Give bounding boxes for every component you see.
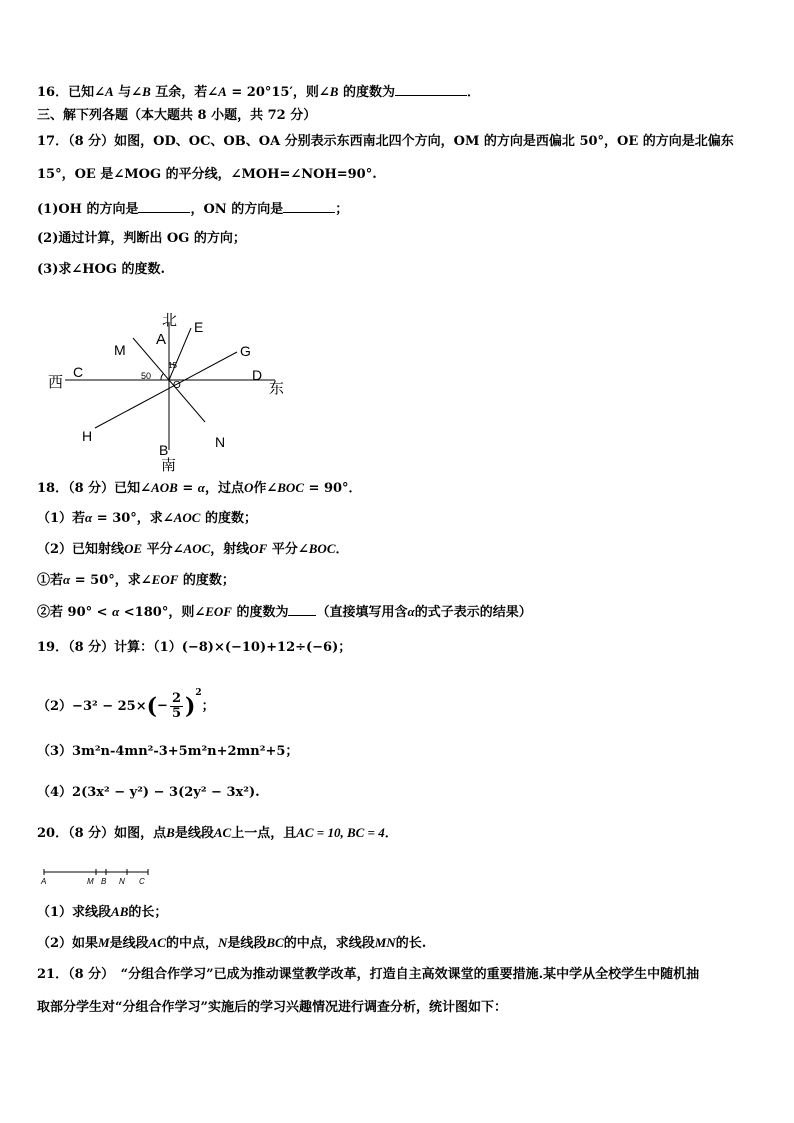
label-H: H — [82, 428, 93, 444]
answer-blank[interactable] — [138, 200, 190, 213]
angle-50-arc — [161, 374, 163, 380]
answer-blank[interactable] — [395, 83, 467, 96]
label-E: E — [194, 319, 204, 335]
q18-case1: ①若α = 50°，求∠EOF 的度数； — [37, 572, 235, 588]
ray-OE — [169, 328, 191, 380]
q17-part2: (2)通过计算，判断出 OG 的方向； — [37, 231, 246, 246]
label-O: O — [173, 380, 181, 391]
compass-diagram — [40, 300, 300, 475]
section-heading: 三、解下列各题（本大题共 8 小题，共 72 分） — [37, 108, 317, 123]
label-A: A — [156, 331, 167, 348]
label-C: C — [73, 364, 84, 380]
q19-part3: （3）3m²n-4mn²-3+5m²n+2mn²+5； — [37, 744, 299, 759]
q19-part2: （2）−3² − 25×(− $\frac{2}{5}$ )$^2$； — [37, 687, 215, 721]
minus-sign: − — [157, 698, 168, 714]
ray-OH-OG — [95, 352, 237, 428]
q18-part2: （2）已知射线OE 平分∠AOC，射线OF 平分∠BOC． — [37, 541, 349, 557]
left-paren: ( — [146, 693, 158, 720]
q17-part3: (3)求∠HOG 的度数. — [37, 262, 166, 277]
answer-blank[interactable] — [283, 200, 335, 213]
q17-stem-line2: 15°，OE 是∠MOG 的平分线，∠MOH=∠NOH=90°. — [37, 167, 377, 182]
q17-part1: (1)OH 的方向是 ，ON 的方向是 ； — [37, 202, 349, 217]
q16-var-B: B — [142, 84, 151, 99]
q17-stem-line1: 17．（8 分）如图，OD、OC、OB、OA 分别表示东西南北四个方向，OM 的方向是西偏北 50°，OE 的方向是北偏东 — [37, 134, 734, 149]
q16-var-A: A — [104, 84, 114, 99]
q21-line1: 21．（8 分） “分组合作学习”已成为推动课堂教学改革，打造自主高效课堂的重要措施.某中学从全校学生中随机抽 — [37, 967, 700, 982]
seg-label-A: A — [41, 877, 47, 886]
right-paren: ) — [184, 693, 196, 720]
label-D: D — [252, 367, 263, 383]
segment-diagram — [38, 864, 158, 888]
fraction: $\frac{2}{5}$ — [171, 691, 181, 721]
answer-blank[interactable] — [288, 603, 316, 616]
label-west: 西 — [48, 374, 64, 391]
label-angle-15: 15 — [168, 361, 177, 370]
q21-line2: 取部分学生对“分组合作学习”实施后的学习兴趣情况进行调查分析，统计图如下： — [37, 1000, 507, 1015]
label-south: 南 — [161, 457, 177, 474]
q20-stem: 20．（8 分）如图，点B是线段AC上一点，且AC = 10, BC = 4． — [37, 825, 398, 841]
label-angle-50: 50 — [141, 371, 152, 381]
q20-part1: （1）求线段AB的长； — [37, 904, 168, 920]
label-N: N — [215, 434, 226, 450]
q16-line: 16．已知∠A 与∠B 互余，若∠A = 20°15′，则∠B 的度数为 ． — [37, 84, 481, 100]
label-M: M — [114, 342, 126, 358]
q18-case2: ②若 90° < α <180°，则∠EOF 的度数为 （直接填写用含α的式子表示的结果） — [37, 604, 532, 620]
q19-part1: 19．（8 分）计算：（1）(−8)×(−10)+12÷(−6)； — [37, 640, 352, 655]
seg-label-M: M — [87, 877, 94, 886]
seg-label-N: N — [119, 877, 125, 886]
label-G: G — [240, 343, 251, 359]
q18-stem: 18．（8 分）已知∠AOB = α，过点O作∠BOC = 90°． — [37, 480, 362, 496]
label-B: B — [159, 442, 169, 458]
q18-part1: （1）若α = 30°，求∠AOC 的度数； — [37, 510, 257, 526]
seg-label-C: C — [139, 877, 145, 886]
label-north: 北 — [162, 312, 178, 329]
q20-part2: （2）如果M是线段AC的中点，N是线段BC的中点，求线段MN的长. — [37, 935, 427, 951]
q19-part4: （4）2(3x² − y²) − 3(2y² − 3x²). — [37, 785, 260, 800]
exponent: 2 — [195, 687, 202, 698]
label-east: 东 — [269, 380, 285, 397]
seg-label-B: B — [101, 877, 107, 886]
